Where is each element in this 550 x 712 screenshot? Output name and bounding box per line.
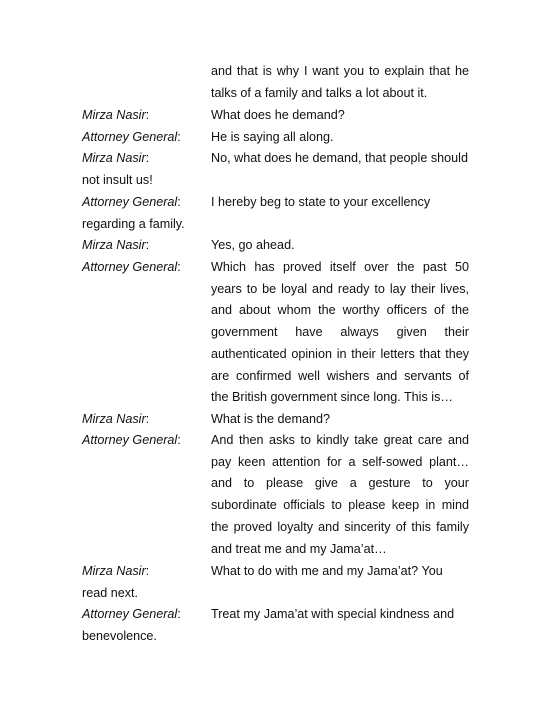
dialogue-text-continued: regarding a family.	[82, 216, 185, 231]
speaker-name: Attorney General:	[82, 195, 181, 209]
speaker-name: Mirza Nasir:	[82, 238, 150, 252]
continuation-text: and that is why I want you to explain that he talks of a family and talks a lot about it.	[211, 64, 469, 100]
dialogue-text: And then asks to kindly take great care and pay keen attention for a self-sowed plant…and to please give a gesture to your subordinate officials to please keep in mind the proved loyalty and sincerity of this family and treat me and my Jama’at…	[211, 433, 469, 556]
dialogue-text: Yes, go ahead.	[211, 238, 295, 252]
dialogue-text: Which has proved itself over the past 50 years to be loyal and ready to lay their lives, and about whom the worthy officers of the government have always given their authenticated opinion in their letters that they are confirmed well wishers and servants of the British government since long. This is…	[211, 260, 469, 405]
dialogue-text: He is saying all along.	[211, 130, 334, 144]
dialogue-text-continued: benevolence.	[82, 628, 157, 643]
dialogue-text: What does he demand?	[211, 108, 345, 122]
dialogue-text: Treat my Jama’at with special kindness and	[211, 607, 455, 621]
speaker-name: Attorney General:	[82, 607, 181, 621]
dialogue-text: I hereby beg to state to your excellency	[211, 195, 431, 209]
speaker-name: Attorney General:	[82, 260, 181, 274]
dialogue-text: No, what does he demand, that people should	[211, 151, 468, 165]
dialogue-text: What to do with me and my Jama’at? You	[211, 564, 443, 578]
dialogue-text: What is the demand?	[211, 412, 331, 426]
speaker-name: Attorney General:	[82, 130, 181, 144]
speaker-name: Mirza Nasir:	[82, 564, 150, 578]
dialogue-text-continued: not insult us!	[82, 172, 153, 187]
speaker-name: Attorney General:	[82, 433, 181, 447]
speaker-name: Mirza Nasir:	[82, 151, 150, 165]
dialogue-text-continued: read next.	[82, 585, 139, 600]
speaker-name: Mirza Nasir:	[82, 108, 150, 122]
speaker-name: Mirza Nasir:	[82, 412, 150, 426]
